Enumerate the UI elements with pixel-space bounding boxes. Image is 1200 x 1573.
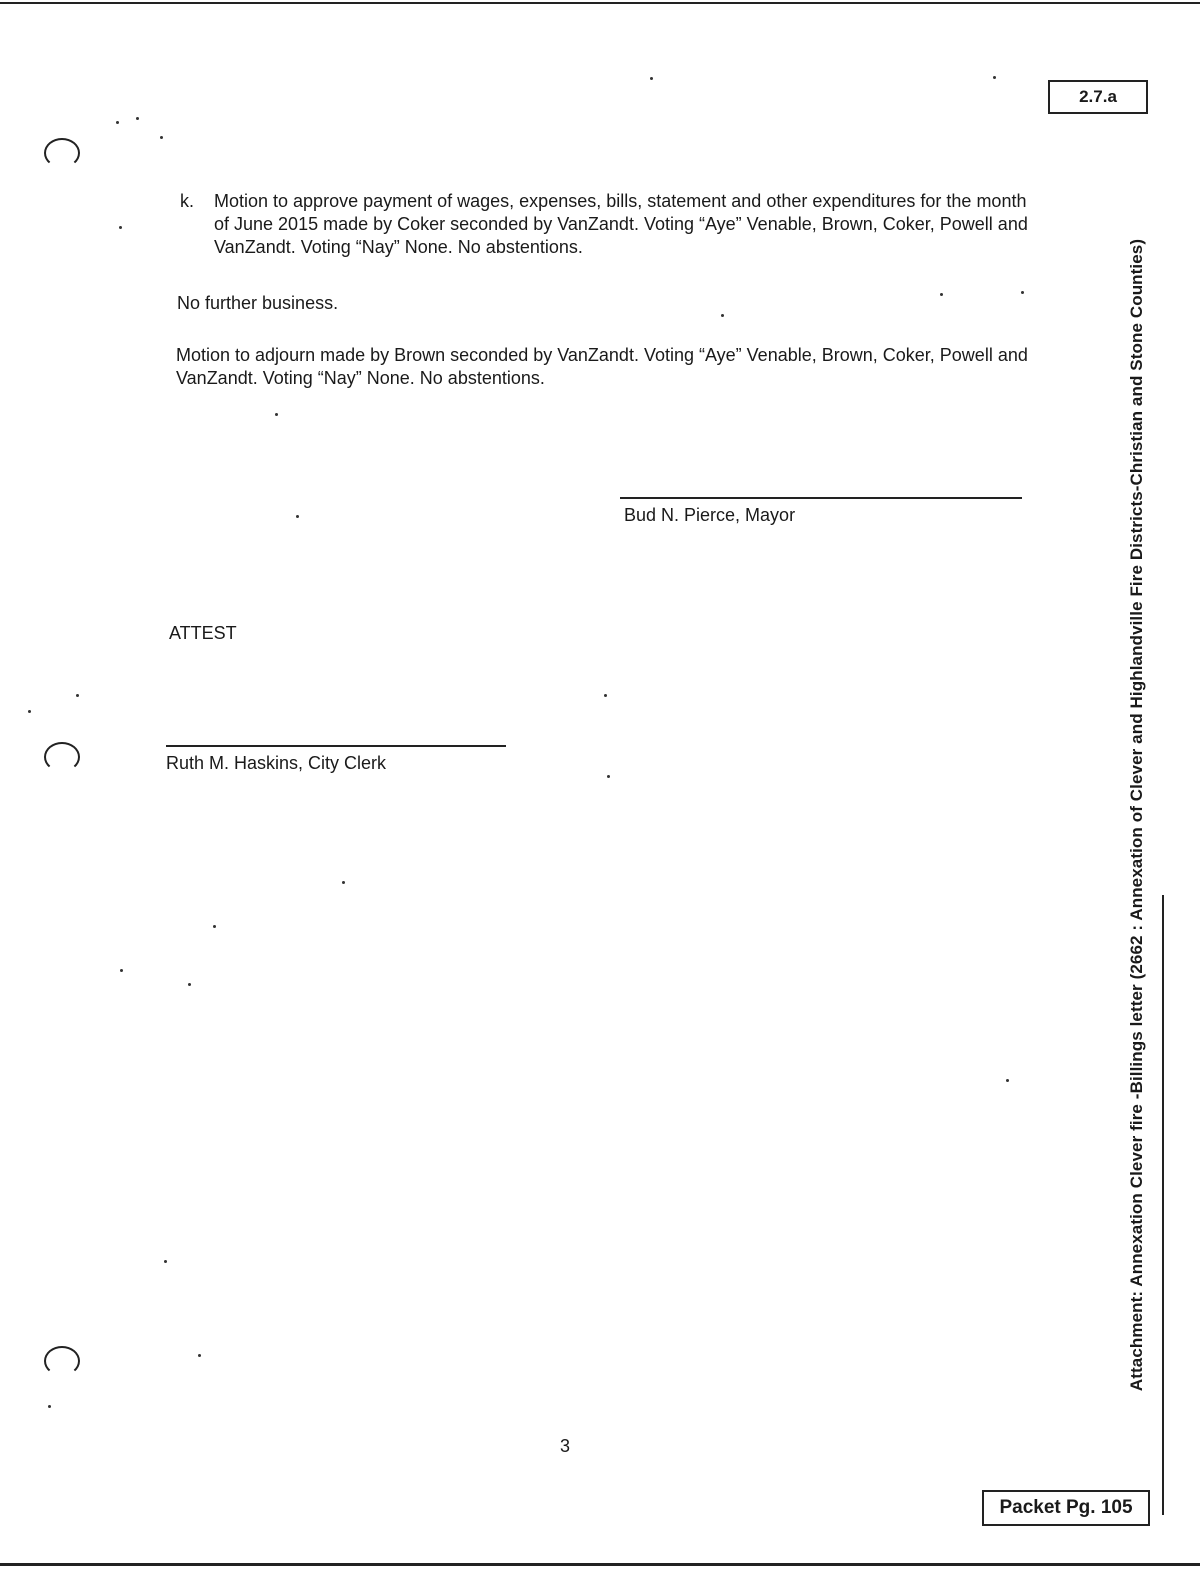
scan-speck — [198, 1354, 201, 1357]
scan-speck — [119, 226, 122, 229]
scan-speck — [76, 694, 79, 697]
scan-speck — [116, 121, 119, 124]
motion-item-k-text: Motion to approve payment of wages, expenses, bills, statement and other expenditures for the month of June 2015 made by Coker seconded by VanZandt. Voting “Aye” Venable, Brown, Coker, Powell and VanZandt. Voting “Nay” None. No abstentions. — [214, 191, 1028, 257]
binder-hole-icon — [44, 742, 80, 772]
motion-item-k — [180, 190, 1040, 259]
no-further-business: No further business. — [177, 293, 339, 313]
scan-speck — [120, 969, 123, 972]
scan-speck — [721, 314, 724, 317]
scan-speck — [342, 881, 345, 884]
mayor-signature-line — [620, 497, 1022, 499]
clerk-signature-line — [166, 745, 506, 747]
list-marker: k. — [180, 191, 195, 211]
clerk-name: Ruth M. Haskins, City Clerk — [166, 753, 387, 773]
scan-speck — [604, 694, 607, 697]
scan-speck — [607, 775, 610, 778]
top-border-rule — [0, 2, 1200, 4]
scan-speck — [650, 77, 653, 80]
scan-speck — [28, 710, 31, 713]
scan-speck — [164, 1260, 167, 1263]
scan-speck — [188, 983, 191, 986]
bottom-border-rule — [0, 1563, 1200, 1566]
page-number: 3 — [560, 1436, 571, 1456]
adjourn-motion: Motion to adjourn made by Brown seconded by VanZandt. Voting “Aye” Venable, Brown, Coker, Powell and VanZandt. Voting “Nay” None. No abstentions. — [176, 345, 1028, 388]
binder-hole-icon — [44, 1346, 80, 1376]
binder-hole-icon — [44, 138, 80, 168]
mayor-name: Bud N. Pierce, Mayor — [624, 505, 796, 525]
attest-label: ATTEST — [169, 623, 237, 643]
packet-page-box: Packet Pg. 105 — [982, 1490, 1150, 1526]
scan-speck — [48, 1405, 51, 1408]
side-rule — [1162, 895, 1164, 1515]
scan-speck — [993, 76, 996, 79]
scan-speck — [1006, 1079, 1009, 1082]
scan-speck — [160, 136, 163, 139]
scan-speck — [275, 413, 278, 416]
scan-speck — [136, 117, 139, 120]
scan-speck — [213, 925, 216, 928]
agenda-item-number: 2.7.a — [1048, 80, 1148, 114]
attachment-label: Attachment: Annexation Clever fire -Billings letter (2662 : Annexation of Clever and Highlandville Fire Districts-Christian and Stone Counties) — [1127, 238, 1146, 1392]
scan-speck — [940, 293, 943, 296]
scan-speck — [296, 515, 299, 518]
scan-speck — [1021, 291, 1024, 294]
